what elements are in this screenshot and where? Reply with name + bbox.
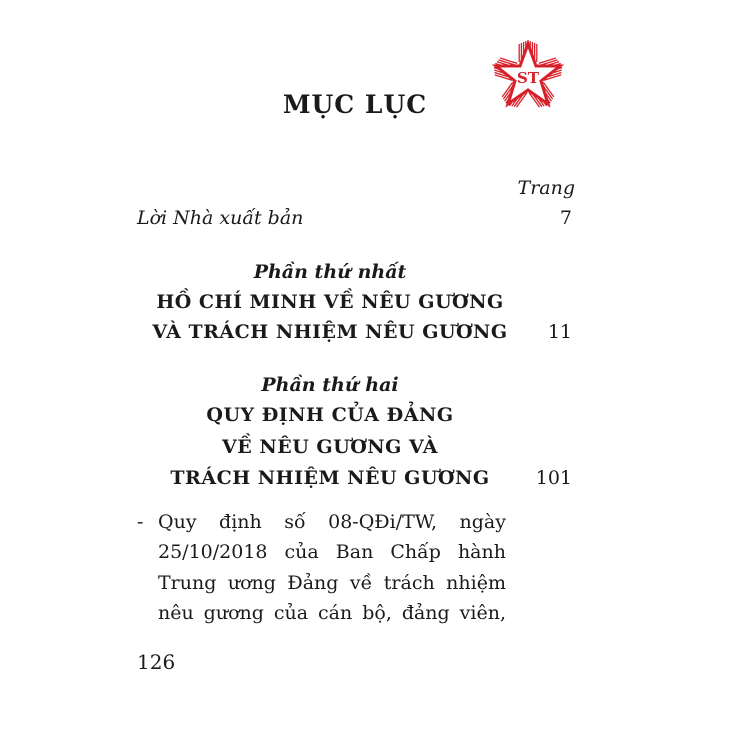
svg-text:ST: ST	[517, 69, 539, 87]
toc-entry-page: 101	[535, 467, 572, 489]
item-text-line: 25/10/2018 của Ban Chấp hành	[158, 541, 506, 563]
part-heading: Phần thứ hai	[261, 374, 399, 396]
toc-entry-page: 7	[559, 207, 572, 229]
toc-entry-label: Lời Nhà xuất bản	[137, 207, 304, 229]
part-title-line: TRÁCH NHIỆM NÊU GƯƠNG	[170, 467, 490, 489]
page-number: 126	[137, 650, 176, 674]
page-title: MỤC LỤC	[282, 90, 428, 119]
part-title-line: VỀ NÊU GƯƠNG VÀ	[222, 436, 438, 458]
part-title-line: VÀ TRÁCH NHIỆM NÊU GƯƠNG	[152, 321, 508, 343]
item-text-line: Trung ương Đảng về trách nhiệm	[158, 572, 506, 594]
item-text-line: nêu gương của cán bộ, đảng viên,	[158, 602, 506, 624]
item-text-line: Quy định số 08-QĐi/TW, ngày	[158, 511, 506, 533]
toc-entry-page: 11	[547, 321, 572, 343]
part-title-line: QUY ĐỊNH CỦA ĐẢNG	[206, 404, 454, 426]
part-title-line: HỒ CHÍ MINH VỀ NÊU GƯƠNG	[156, 291, 504, 313]
part-heading: Phần thứ nhất	[253, 261, 407, 283]
page-column-label: Trang	[517, 177, 575, 199]
list-dash: -	[137, 511, 144, 533]
